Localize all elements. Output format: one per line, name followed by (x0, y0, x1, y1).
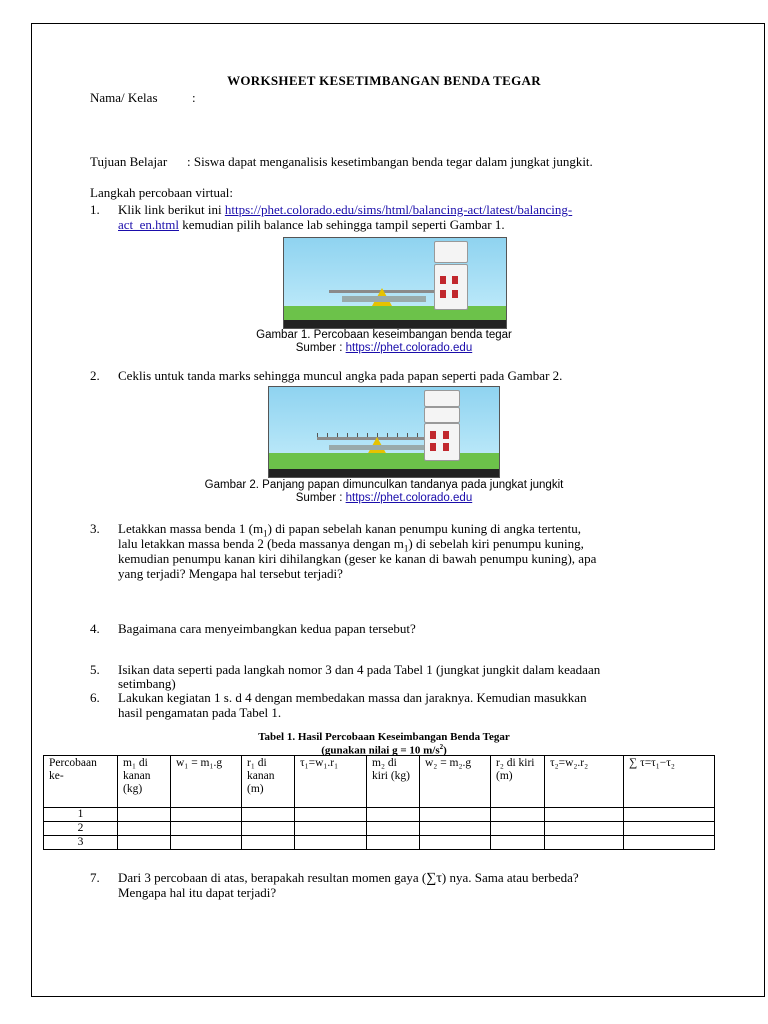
figure-1-screenshot (283, 237, 507, 329)
step-3-sub2: 1 (403, 543, 409, 554)
cell[interactable] (624, 808, 715, 822)
step-3-line2-a: lalu letakkan massa benda 2 (beda massanya dengan m (118, 536, 404, 551)
name-class-label: Nama/ Kelas (90, 90, 158, 105)
step-6-line1: Lakukan kegiatan 1 s. d 4 dengan membedakan massa dan jaraknya. Kemudian masukkan (118, 690, 587, 705)
step-1-number: 1. (90, 202, 100, 217)
table-caption-close: ) (443, 744, 447, 757)
step-3-line1-a: Letakkan massa benda 1 (m (118, 521, 264, 536)
step-5-line2: setimbang) (118, 676, 176, 691)
page-title: WORKSHEET KESETIMBANGAN BENDA TEGAR (227, 73, 541, 88)
step-6-line2: hasil pengamatan pada Tabel 1. (118, 705, 282, 720)
cell[interactable] (118, 808, 171, 822)
step-5-number: 5. (90, 662, 100, 677)
cell[interactable] (545, 808, 624, 822)
row-1-trial: 1 (44, 808, 118, 822)
cell[interactable] (491, 836, 545, 850)
header-tau1: τ₁=w₁.r₁ (295, 756, 367, 808)
step-1-text-line2 (118, 217, 505, 232)
cell[interactable] (624, 836, 715, 850)
cell[interactable] (171, 836, 242, 850)
table-row (44, 836, 715, 850)
step-7-number: 7. (90, 870, 100, 885)
cell[interactable] (242, 808, 295, 822)
figure-2-source (0, 492, 768, 504)
header-tau2: τ₂=w₂.r₂ (545, 756, 624, 808)
cell[interactable] (295, 836, 367, 850)
cell[interactable] (420, 822, 491, 836)
cell[interactable] (420, 808, 491, 822)
cell[interactable] (420, 836, 491, 850)
sigma-tau-symbol: ∑τ (426, 871, 442, 886)
header-r2: r₂ di kiri (m) (491, 756, 545, 808)
cell[interactable] (545, 822, 624, 836)
objective-label: Tujuan Belajar (90, 154, 168, 169)
table-caption-sup: 2 (439, 743, 444, 751)
step-3-line2-b: ) di sebelah kiri penumpu kuning, (408, 536, 584, 551)
cell[interactable] (367, 836, 420, 850)
cell[interactable] (545, 836, 624, 850)
page-border (31, 23, 765, 997)
table-row (44, 822, 715, 836)
cell[interactable] (171, 822, 242, 836)
cell[interactable] (242, 822, 295, 836)
step-2-number: 2. (90, 368, 100, 383)
table-header-row (44, 756, 715, 808)
figure-1-source-link[interactable]: https://phet.colorado.edu (345, 342, 473, 354)
header-sum-tau: ∑ τ=τ₁−τ₂ (624, 756, 715, 808)
step-5-line1: Isikan data seperti pada langkah nomor 3 dan 4 pada Tabel 1 (jungkat jungkit dalam keadaan (118, 662, 601, 677)
step-3-sub1: 1 (263, 528, 268, 539)
step-3-number: 3. (90, 521, 100, 536)
header-w1: w₁ = m₁.g (171, 756, 242, 808)
header-w2: w₂ = m₂.g (420, 756, 491, 808)
step-2-text: Ceklis untuk tanda marks sehingga muncul angka pada papan seperti pada Gambar 2. (118, 368, 563, 383)
step-4-number: 4. (90, 621, 100, 636)
cell[interactable] (624, 822, 715, 836)
header-trial: Percobaan ke- (44, 756, 118, 808)
cell[interactable] (118, 822, 171, 836)
cell[interactable] (295, 822, 367, 836)
header-m1: m₁ di kanan (kg) (118, 756, 171, 808)
phet-link-part2[interactable]: act_en.html (118, 217, 180, 232)
step-3-line1-b: ) di papan sebelah kanan penumpu kuning di angka tertentu, (267, 521, 581, 536)
row-3-trial: 3 (44, 836, 118, 850)
step-7-line1-b: ) nya. Sama atau berbeda? (441, 870, 579, 885)
figure-2-source-link[interactable]: https://phet.colorado.edu (345, 492, 473, 504)
step-1-text (118, 202, 572, 217)
phet-link-part1[interactable]: https://phet.colorado.edu/sims/html/balancing-act/latest/balancing- (224, 202, 573, 217)
figure-1-caption: Gambar 1. Percobaan keseimbangan benda tegar (256, 329, 512, 341)
results-table (43, 755, 715, 850)
figure-2-source-label: Sumber : (295, 492, 346, 504)
cell[interactable] (367, 822, 420, 836)
cell[interactable] (171, 808, 242, 822)
cell[interactable] (295, 808, 367, 822)
steps-heading: Langkah percobaan virtual: (90, 185, 233, 200)
cell[interactable] (118, 836, 171, 850)
step-1-lead: Klik link berikut ini (118, 202, 225, 217)
cell[interactable] (367, 808, 420, 822)
step-7-line1-a: Dari 3 percobaan di atas, berapakah resultan momen gaya ( (118, 870, 427, 885)
table-caption: Tabel 1. Hasil Percobaan Keseimbangan Benda Tegar (258, 731, 510, 743)
step-1-tail: kemudian pilih balance lab sehingga tampil seperti Gambar 1. (179, 217, 505, 232)
step-7-line2: Mengapa hal itu dapat terjadi? (118, 885, 277, 900)
step-3-line3: kemudian penumpu kanan kiri dihilangkan (geser ke kanan di bawah penumpu kuning), apa (118, 551, 597, 566)
step-4-text: Bagaimana cara menyeimbangkan kedua papan tersebut? (118, 621, 416, 636)
table-row (44, 808, 715, 822)
figure-1-source (0, 342, 768, 354)
table-caption-note-text: (gunakan nilai g = 10 m/s (321, 744, 440, 757)
cell[interactable] (242, 836, 295, 850)
cell[interactable] (491, 808, 545, 822)
name-class-colon: : (192, 90, 196, 105)
header-r1: r₁ di kanan (m) (242, 756, 295, 808)
figure-2-caption: Gambar 2. Panjang papan dimunculkan tandanya pada jungkat jungkit (204, 479, 564, 491)
header-m2: m₂ di kiri (kg) (367, 756, 420, 808)
row-2-trial: 2 (44, 822, 118, 836)
cell[interactable] (491, 822, 545, 836)
figure-1-source-label: Sumber : (295, 342, 346, 354)
step-7-line1 (118, 870, 579, 886)
step-6-number: 6. (90, 690, 100, 705)
figure-2-screenshot (268, 386, 500, 478)
objective-text: : Siswa dapat menganalisis kesetimbangan benda tegar dalam jungkat jungkit. (187, 154, 593, 169)
step-3-line4: yang terjadi? Mengapa hal tersebut terjadi? (118, 566, 343, 581)
